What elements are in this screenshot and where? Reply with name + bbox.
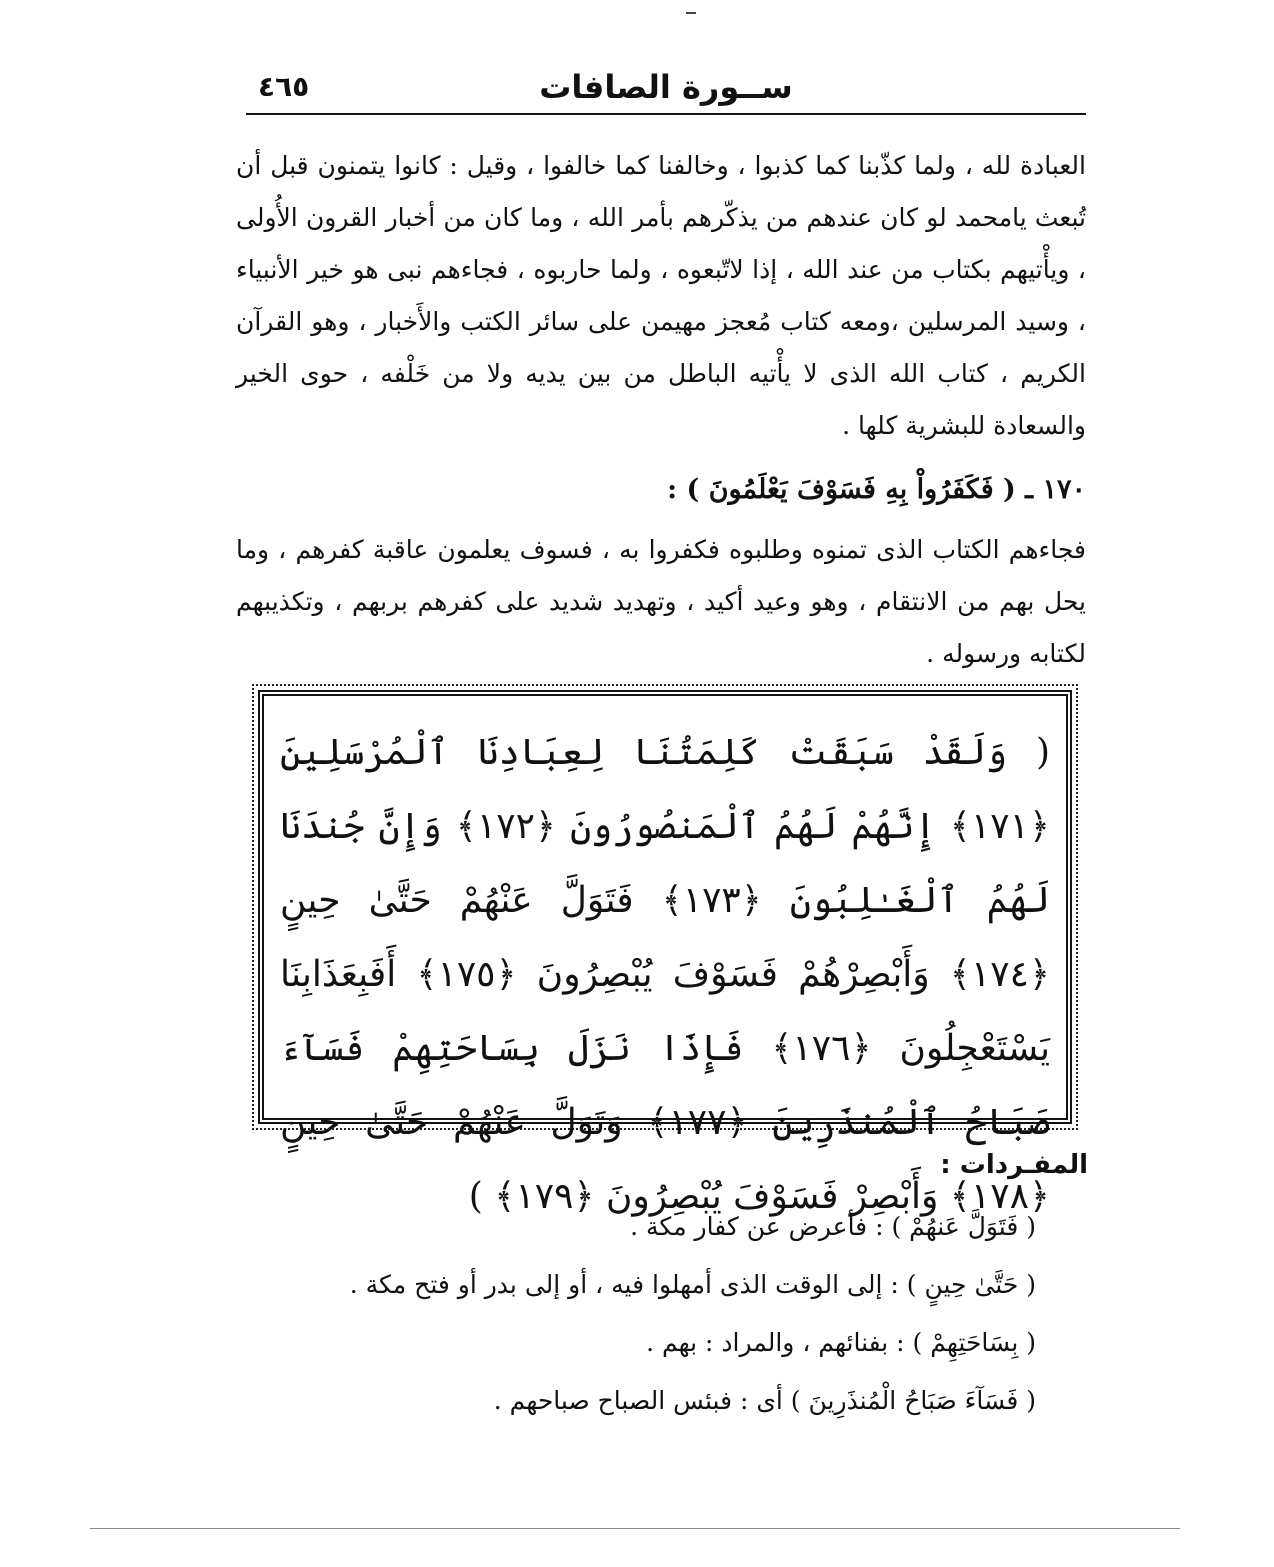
glossary-item: ( فَسَآءَ صَبَاحُ الْمُنذَرِينَ ) أى : فبئس الصباح صباحهم . <box>493 1386 1036 1415</box>
glossary-heading: المفـردات : <box>940 1150 1088 1180</box>
glossary-item: ( بِسَاحَتِهِمْ ) : بفنائهم ، والمراد : بهم . <box>646 1328 1036 1357</box>
glossary-list <box>300 1198 1036 1430</box>
running-header <box>246 60 1086 116</box>
page-number: ٤٦٥ <box>258 70 310 103</box>
scan-mark <box>686 12 696 14</box>
glossary-item: ( حَتَّىٰ حِينٍ ) : إلى الوقت الذى أمهلوا فيه ، أو إلى بدر أو فتح مكة . <box>349 1270 1036 1299</box>
page-bottom-edge <box>90 1528 1180 1529</box>
header-divider <box>246 113 1086 115</box>
glossary-item: ( فَتَوَلَّ عَنهُمْ ) : فأعرض عن كفار مكة . <box>630 1212 1036 1241</box>
verse-heading: ١٧٠ ـ ( فَكَفَرُواْ بِهِ فَسَوْفَ يَعْلَمُونَ ) : <box>667 474 1086 505</box>
commentary-paragraph: العبادة لله ، ولما كذّبنا كما كذبوا ، وخالفنا كما خالفوا ، وقيل : كانوا يتمنون قبل أن تُبعث يامحمد لو كان عندهم من يذكّرهم بأمر الله ، وما كان من أخبار القرون الأُولى ، ويأْتيهم بكتاب من عند الله ، إذا لاتّبعوه ، ولما حاربوه ، فجاءهم نبى هو خير الأنبياء ، وسيد المرسلين ،ومعه كتاب مُعجز مهيمن على سائر الكتب والأَخبار ، وهو القرآن الكريم ، كتاب الله الذى لا يأْتيه الباطل من بين يديه ولا من خَلْفه ، حوى الخير والسعادة للبشرية كلها . <box>236 151 1086 440</box>
quran-verses-text: ( وَلَقَدْ سَبَقَتْ كَلِمَتُنَا لِعِبَادِنَا ٱلْمُرْسَلِينَ ﴿١٧١﴾ إِنَّهُمْ لَهُمُ ٱلْمَنصُورُونَ ﴿١٧٢﴾ وَإِنَّ جُندَنَا لَهُمُ ٱلْغَـٰلِبُونَ ﴿١٧٣﴾ فَتَوَلَّ عَنْهُمْ حَتَّىٰ حِينٍ ﴿١٧٤﴾ وَأَبْصِرْهُمْ فَسَوْفَ يُبْصِرُونَ ﴿١٧٥﴾ أَفَبِعَذَابِنَا يَسْتَعْجِلُونَ ﴿١٧٦﴾ فَإِذَا نَزَلَ بِسَاحَتِهِمْ فَسَآءَ صَبَاحُ ٱلْمُنذَرِينَ ﴿١٧٧﴾ وَتَوَلَّ عَنْهُمْ حَتَّىٰ حِينٍ ﴿١٧٨﴾ وَأَبْصِرْ فَسَوْفَ يُبْصِرُونَ ﴿١٧٩﴾ ) <box>280 732 1051 1217</box>
surah-title: ســورة الصافات <box>539 68 793 106</box>
verse-commentary: فجاءهم الكتاب الذى تمنوه وطلبوه فكفروا به ، فسوف يعلمون عاقبة كفرهم ، وما يحل بهم من الانتقام ، وهو وعيد أكيد ، وتهديد شديد على كفرهم بربهم ، وتكذيبهم لكتابه ورسوله . <box>236 535 1086 668</box>
